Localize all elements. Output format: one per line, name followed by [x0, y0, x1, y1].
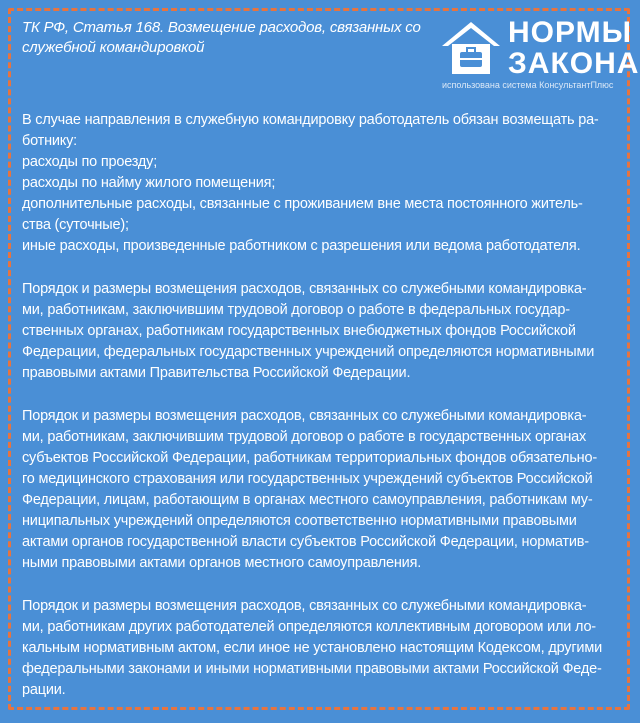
text-line: ниципальных учреждений определяются соответственно нормативными правовыми	[22, 513, 577, 529]
text-line: ственных органах, работникам государственных внебюджетных фондов Российской	[22, 323, 576, 339]
text-line: расходы по найму жилого помещения;	[22, 175, 276, 191]
site-logo[interactable]	[440, 16, 640, 90]
text-line: рации.	[22, 682, 66, 698]
text-line: ми, работникам других работодателей определяются коллективным договором или ло-	[22, 619, 596, 635]
text-line: ми, работникам, заключившим трудовой договор о работе в федеральных государ-	[22, 302, 570, 318]
text-line: В случае направления в служебную командировку работодатель обязан возмещать ра-	[22, 112, 599, 128]
paragraph-3	[22, 406, 612, 574]
text-line: кальным нормативным актом, если иное не установлено настоящим Кодексом, другими	[22, 640, 602, 656]
paragraph-2	[22, 279, 612, 384]
text-line: Федерации, федеральных государственных учреждений определяются нормативными	[22, 344, 595, 360]
text-line: ства (суточные);	[22, 217, 129, 233]
text-line: го медицинского страхования или государственных учреждений субъектов Российской	[22, 471, 593, 487]
title-line: ТК РФ, Статья 168. Возмещение расходов, связанных со	[22, 19, 421, 36]
text-line: Порядок и размеры возмещения расходов, связанных со служебными командировка-	[22, 598, 587, 614]
text-line: расходы по проезду;	[22, 154, 158, 170]
house-briefcase-icon	[440, 20, 502, 78]
text-line: Порядок и размеры возмещения расходов, связанных со служебными командировка-	[22, 281, 587, 297]
text-line: федеральными законами и иными нормативными правовыми актами Российской Феде-	[22, 661, 602, 677]
text-line: ботнику:	[22, 133, 77, 149]
text-line: иные расходы, произведенные работником с разрешения или ведома работодателя.	[22, 238, 581, 254]
text-line: дополнительные расходы, связанные с проживанием вне места постоянного житель-	[22, 196, 583, 212]
text-line: актами органов государственной власти субъектов Российской Федерации, норматив-	[22, 534, 589, 550]
paragraph-1	[22, 110, 612, 257]
title-line: служебной командировкой	[22, 39, 205, 56]
text-line: ными правовыми актами органов местного самоуправления.	[22, 555, 422, 571]
logo-word-1: НОРМЫ	[508, 16, 632, 49]
paragraph-4	[22, 596, 612, 701]
text-line: субъектов Российской Федерации, работникам территориальных фондов обязательно-	[22, 450, 597, 466]
text-line: правовыми актами Правительства Российской Федерации.	[22, 365, 411, 381]
article-title	[22, 18, 421, 58]
text-line: Федерации, лицам, работающим в органах местного самоуправления, работникам му-	[22, 492, 593, 508]
text-line: Порядок и размеры возмещения расходов, связанных со служебными командировка-	[22, 408, 587, 424]
article-body	[22, 110, 612, 723]
logo-word-2: ЗАКОНА	[508, 47, 640, 80]
text-line: ми, работникам, заключившим трудовой договор о работе в государственных органах	[22, 429, 587, 445]
logo-subtitle: использована система КонсультантПлюс	[442, 80, 614, 90]
